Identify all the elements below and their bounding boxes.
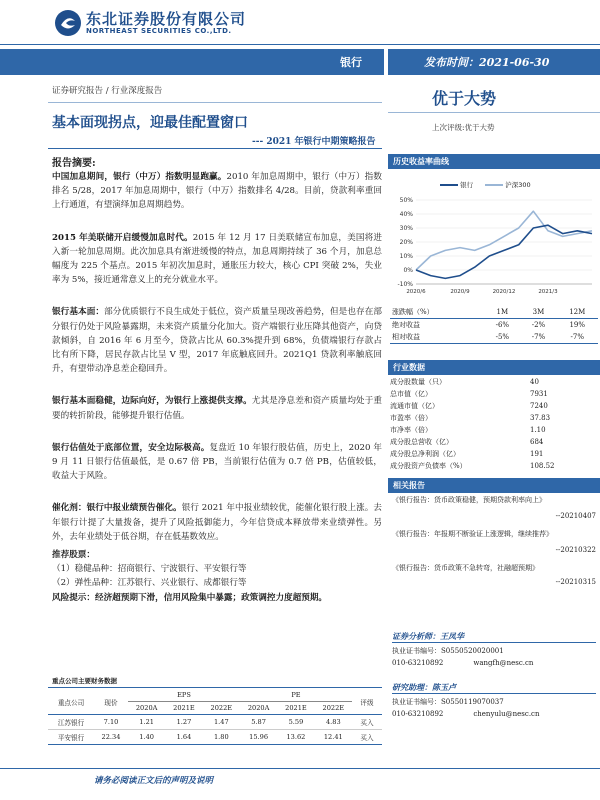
analyst-name: 证券分析师：王凤华 — [392, 630, 596, 643]
rating: 优于大势 — [432, 89, 497, 108]
cell: -5% — [495, 333, 510, 341]
legend-label: 沪深300 — [505, 181, 531, 189]
metric-label: 成分股总营收（亿） — [390, 438, 453, 446]
recommend-heading: 推荐股票： — [52, 550, 95, 561]
table-row — [390, 319, 598, 332]
analyst-contact-line — [392, 657, 596, 669]
cell: 15.96 — [249, 733, 269, 741]
table-row — [390, 376, 590, 388]
cell: 买入 — [360, 719, 374, 727]
table-row — [390, 436, 590, 448]
performance-table — [390, 306, 598, 344]
price-chart — [388, 194, 598, 302]
x-tick-label: 2020/6 — [406, 289, 426, 295]
cell: 1.47 — [213, 718, 229, 726]
table-row — [390, 412, 590, 424]
cell: 绝对收益 — [392, 321, 420, 329]
analyst-cert-line — [392, 645, 596, 657]
cell: -6% — [495, 321, 510, 329]
financials-rule — [48, 687, 382, 688]
recommend-item: （1）稳健品种：招商银行、宁波银行、平安银行等 — [52, 564, 247, 575]
metric-value: 1.10 — [530, 426, 546, 434]
cell: 7.10 — [103, 718, 119, 726]
legend-label: 银行 — [460, 181, 474, 189]
metric-value: 7931 — [530, 390, 548, 398]
metric-label: 成分股资产负债率（%） — [390, 462, 467, 470]
email-link[interactable]: wangfh@nesc.cn — [473, 659, 534, 667]
table-row — [390, 424, 590, 436]
y-tick-label: 30% — [399, 225, 413, 232]
previous-rating: 上次评级:优于大势 — [432, 123, 495, 132]
email-link[interactable]: chenyulu@nesc.cn — [473, 710, 540, 718]
cell: 1.64 — [176, 733, 192, 741]
table-row — [390, 400, 590, 412]
cert-number: S0550520020001 — [441, 647, 504, 655]
y-tick-label: 0% — [403, 267, 413, 274]
related-list — [392, 494, 596, 588]
cell: -7% — [531, 333, 546, 341]
cell: 12.41 — [323, 733, 343, 741]
cell: 4.83 — [325, 718, 341, 726]
legend-swatch-hs300 — [485, 184, 503, 186]
col-eps: EPS — [128, 689, 240, 702]
metric-value: 684 — [530, 438, 544, 446]
cell: 江苏银行 — [57, 719, 85, 727]
cell: 5.59 — [288, 718, 304, 726]
col-rating: 评级 — [360, 698, 374, 707]
report-subtitle: --- 2021 年银行中期策略报告 — [252, 137, 376, 147]
breadcrumb: 证券研究报告 / 行业深度报告 — [52, 86, 163, 96]
table-row — [390, 331, 598, 344]
release-date: 发布时间：2021-06-30 — [424, 56, 550, 69]
company-name-cn: 东北证券股份有限公司 — [86, 10, 247, 28]
phone: 010-63210892 — [392, 659, 444, 667]
related-report-date: --20210315 — [555, 578, 596, 586]
paragraph-support: 银行基本面稳健，边际向好，为银行上涨提供支撑。尤其是净息差和资产质量均处于重要的转折阶段，能够提升银行估值。 — [52, 396, 382, 421]
report-title: 基本面现拐点，迎最佳配置窗口 — [52, 115, 248, 131]
metric-label: 市净率（倍） — [390, 426, 432, 434]
metric-label: 成分股总净利润（亿） — [390, 450, 460, 458]
footer-rule — [0, 768, 600, 769]
metric-value: 40 — [530, 378, 539, 386]
summary-heading: 报告摘要: — [52, 158, 96, 169]
year-cell: 2020A — [247, 704, 270, 712]
cell: 3M — [532, 308, 545, 316]
col-pe: PE — [240, 689, 352, 702]
analyst-name: 研究助理：陈玉卢 — [392, 681, 596, 694]
table-row — [390, 306, 598, 319]
table-row — [390, 448, 590, 460]
cell: 平安银行 — [57, 734, 85, 742]
legend-swatch-bank — [440, 184, 458, 186]
col-price: 现价 — [104, 698, 118, 707]
cell: -7% — [570, 333, 584, 341]
paragraph-fed: 2015 年美联储开启缓慢加息时代。2015 年 12 月 17 日美联储宣布加息，美国将进入新一轮加息周期。此次加息具有渐进缓慢的特点，加息周期持续了 36 个月，加息总幅度为 225 个基点。2015 年初次加息时，通胀压力较大，核心 CPI 突破 2%，失业率为 5%，接近通常意义上的充分就业水平。 — [52, 232, 382, 286]
footer-disclaimer: 请务必阅读正文后的声明及说明 — [94, 776, 214, 786]
cell: 12M — [569, 308, 586, 316]
company-logo — [55, 10, 81, 36]
industry-heading: 行业数据 — [388, 360, 600, 375]
y-tick-label: 20% — [399, 239, 413, 246]
cert-label: 执业证书编号： — [392, 698, 441, 706]
rating-rule — [388, 112, 600, 113]
cert-label: 执业证书编号： — [392, 647, 441, 655]
year-cell: 2020A — [135, 704, 158, 712]
analyst-cert-line — [392, 696, 596, 708]
year-cell: 2021E — [285, 704, 307, 712]
analyst-block — [392, 630, 596, 720]
metric-label: 成分股数量（只） — [390, 378, 446, 386]
cell: 22.34 — [101, 733, 121, 741]
cell: 19% — [569, 321, 586, 329]
metric-label: 市盈率（倍） — [390, 414, 432, 422]
related-report-link[interactable]: 《银行报告：年报期不断验证上涨逻辑，继续推荐》 — [392, 530, 553, 538]
cell: 1.40 — [139, 733, 154, 741]
y-tick-label: 10% — [399, 253, 413, 260]
risk-warning: 风险提示：经济超预期下滑，信用风险集中暴露；政策调控力度超预期。 — [52, 592, 328, 603]
cell: 1.80 — [213, 733, 229, 741]
related-report-link[interactable]: 《银行报告：货币政策稳健，预期贷款利率向上》 — [392, 496, 546, 504]
related-report-date: --20210322 — [555, 546, 596, 554]
metric-value: 37.83 — [530, 414, 551, 422]
metric-value: 7240 — [530, 402, 548, 410]
cell: -2% — [531, 321, 546, 329]
paragraph-rate-hike: 中国加息期间，银行（中万）指数明显跑赢。2010 年加息周期中，银行（中万）指数排名 5/28，2017 年加息周期中，银行（中万）指数排名 4/28。目前，贷款利率重回上行通道，有望演绎加息周期趋势。 — [52, 172, 382, 211]
price-chart-heading: 历史收益率曲线 — [388, 154, 600, 169]
y-tick-label: 50% — [399, 197, 413, 204]
sector-band — [0, 49, 384, 75]
cell: 5.87 — [251, 718, 266, 726]
summary-body — [52, 170, 382, 605]
recommend-item: （2）弹性品种：江苏银行、兴业银行、成都银行等 — [52, 578, 247, 589]
chart-legend — [440, 180, 531, 189]
paragraph-fundamentals: 银行基本面：部分优质银行不良生成处于低位，资产质量呈现改善趋势，但是也存在部分银行仍处于风险暴露期，未来资产质量分化加大。资产端银行业压降其他资产，向贷款倾斜，自 2016 年 6 月至今，贷款占比从 60.3%提升到 68%，负债端银行存款占比有所下降，居民存款占比呈 V 型，2017 年底触底回升。2021Q1 贷款利率触底回升，有望带动净息差企稳回升。 — [52, 307, 382, 375]
analyst-contact-line — [392, 708, 596, 720]
year-cell: 2022E — [322, 704, 345, 712]
cert-number: S0550119070037 — [441, 698, 504, 706]
industry-table — [390, 376, 590, 472]
related-heading: 相关报告 — [388, 478, 600, 493]
breadcrumb-rule — [48, 102, 382, 103]
cell: 13.62 — [286, 733, 306, 741]
y-tick-label: 40% — [399, 211, 413, 218]
paragraph-catalyst: 催化剂：银行中报业绩预告催化。银行 2021 年中报业绩较优，能催化银行股上涨。去年银行计提了大量拨备，提升了风险抵御能力，今年信贷成本释放带来业绩弹性。另外，去年业绩处于低谷期，存在低基数效应。 — [52, 503, 382, 542]
metric-value: 191 — [530, 450, 544, 458]
company-name-en: NORTHEAST SECURITIES CO.,LTD. — [86, 27, 232, 35]
cell: 1M — [496, 308, 509, 316]
related-report-date: --20210407 — [555, 512, 596, 520]
financials-caption: 重点公司主要财务数据 — [52, 677, 117, 685]
series-line-hs300 — [416, 211, 592, 270]
table-row — [48, 730, 382, 745]
table-row — [390, 460, 590, 472]
cell: 涨跌幅（%） — [392, 308, 434, 316]
table-row — [390, 388, 590, 400]
year-cell: 2022E — [210, 704, 233, 712]
year-cell: 2021E — [173, 704, 195, 712]
x-tick-label: 2020/12 — [492, 289, 516, 295]
metric-label: 总市值（亿） — [390, 390, 432, 398]
cell: 买入 — [360, 734, 374, 742]
sector-tab: 银行 — [340, 56, 362, 69]
financials-header-row — [48, 689, 382, 702]
x-tick-label: 2021/3 — [538, 289, 558, 295]
header-rule — [0, 44, 600, 45]
table-row — [48, 715, 382, 730]
cell: 相对收益 — [392, 333, 420, 341]
cell: 1.27 — [176, 718, 192, 726]
phone: 010-63210892 — [392, 710, 444, 718]
x-tick-label: 2020/9 — [450, 289, 470, 295]
title-rule — [48, 148, 382, 149]
y-tick-label: -10% — [397, 281, 413, 288]
paragraph-valuation: 银行估值处于底部位置，安全边际极高。复盘近 10 年银行股估值，历史上，2020 年 9 月 11 日银行估值最低，是 0.67 倍 PB，当前银行估值为 0.7 倍 PB，估值较低，收益大于风险。 — [52, 442, 382, 482]
metric-value: 108.52 — [530, 462, 555, 470]
col-company: 重点公司 — [57, 698, 85, 707]
metric-label: 流通市值（亿） — [390, 402, 439, 410]
cell: 1.21 — [139, 718, 154, 726]
related-report-link[interactable]: 《银行报告：货币政策不急转弯，社融超预期》 — [392, 564, 539, 572]
logo-icon — [55, 10, 81, 36]
financials-table — [48, 689, 382, 745]
